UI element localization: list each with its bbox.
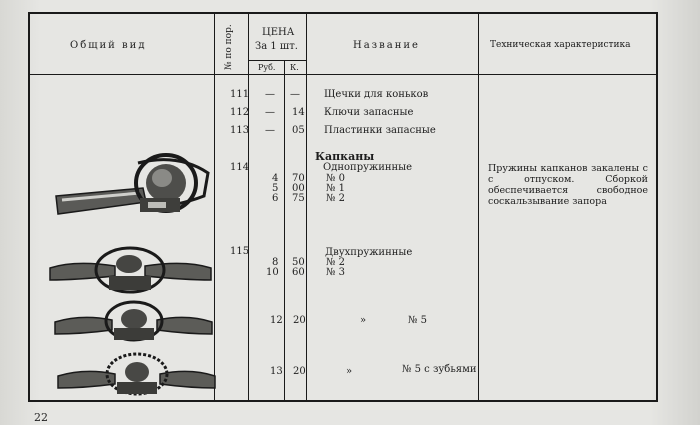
row-number: 113 [230, 125, 250, 136]
row-name: № 3 [326, 267, 346, 278]
row-rub: 4 [272, 173, 279, 184]
row-kop: 20 [293, 366, 306, 377]
row-rub: — [265, 107, 275, 118]
double-spring-trap-illustration [45, 238, 215, 298]
header-price: ЦЕНА [262, 27, 295, 38]
row-name: Пластинки запасные [324, 125, 436, 136]
column-divider [478, 12, 479, 402]
double-spring-title: Двухпружинные [325, 247, 413, 258]
single-spring-title: Однопружинные [323, 162, 413, 173]
ditto-mark: » [346, 366, 353, 377]
header-rub: Руб. [258, 63, 276, 72]
row-name: № 2 [326, 257, 346, 268]
row-rub: 12 [270, 315, 283, 326]
row-name: Щечки для коньков [324, 89, 429, 100]
row-name: № 0 [326, 173, 346, 184]
row-kop: 50 [292, 257, 305, 268]
row-name: Ключи запасные [324, 107, 414, 118]
row-number: 115 [230, 246, 250, 257]
price-subheader-divider [248, 60, 306, 61]
header-spec: Техническая характеристика [490, 40, 631, 50]
row-rub: 13 [270, 366, 283, 377]
column-divider [248, 12, 249, 402]
trap-no5-illustration [52, 298, 217, 348]
row-name: № 2 [326, 193, 346, 204]
header-row-number: № по пор. [224, 24, 234, 70]
header-name: Название [353, 40, 420, 51]
rub-kop-divider [284, 60, 285, 402]
row-rub: 6 [272, 193, 279, 204]
row-name: № 5 с зубьями [402, 364, 477, 375]
spec-text: Пружины капканов закалены с с отпуском. Сборкой обеспечивается свободное соскальзывание запора [488, 163, 648, 207]
row-kop: 00 [292, 183, 305, 194]
row-name: № 5 [408, 315, 428, 326]
row-kop: — [290, 89, 300, 100]
row-kop: 20 [293, 315, 306, 326]
traps-heading: Капканы [315, 150, 375, 163]
row-kop: 05 [292, 125, 305, 136]
ditto-mark: » [360, 315, 367, 326]
trap-no5-teeth-illustration [55, 350, 220, 405]
row-number: 111 [230, 89, 250, 100]
header-kop: К. [290, 63, 299, 72]
row-rub: 5 [272, 183, 279, 194]
row-kop: 60 [292, 267, 305, 278]
row-rub: — [265, 125, 275, 136]
row-rub: 8 [272, 257, 279, 268]
row-kop: 14 [292, 107, 305, 118]
row-kop: 75 [292, 193, 305, 204]
header-general-view: Общий вид [70, 40, 147, 51]
header-divider [28, 74, 658, 75]
row-kop: 70 [292, 173, 305, 184]
row-number: 112 [230, 107, 250, 118]
single-spring-trap-illustration [48, 148, 218, 238]
row-number: 114 [230, 162, 250, 173]
column-divider [306, 12, 307, 402]
row-name: № 1 [326, 183, 346, 194]
row-rub: — [265, 89, 275, 100]
row-rub: 10 [266, 267, 279, 278]
page-number: 22 [34, 411, 48, 424]
header-price-per-piece: За 1 шт. [255, 41, 298, 52]
